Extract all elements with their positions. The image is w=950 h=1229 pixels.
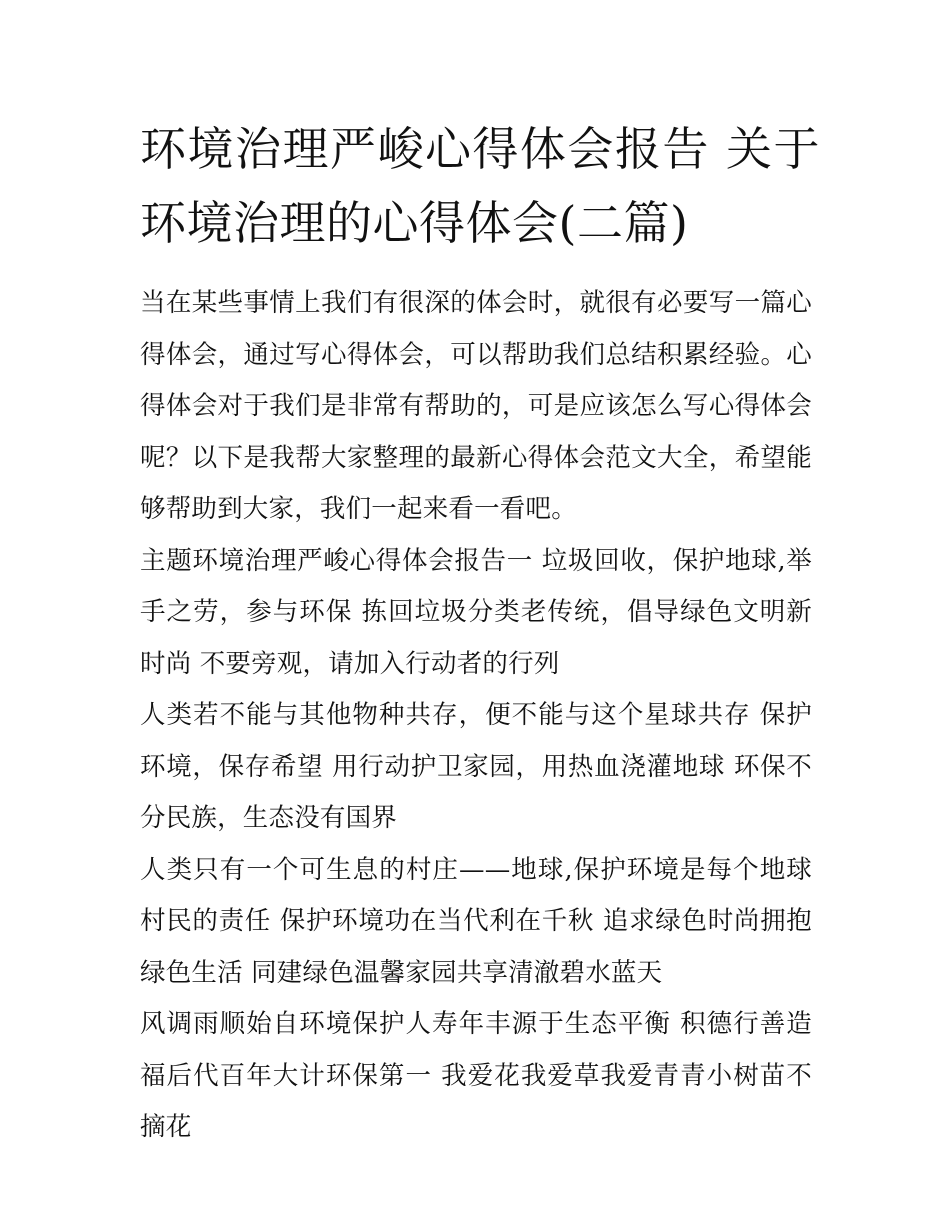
- paragraph-topic-one: 主题环境治理严峻心得体会报告一 垃圾回收，保护地球,举手之劳，参与环保 拣回垃圾分类老传统，倡导绿色文明新时尚 不要旁观，请加入行动者的行列: [140, 545, 812, 679]
- document-body: [140, 278, 812, 1154]
- paragraph-earth-village: 人类只有一个可生息的村庄——地球,保护环境是每个地球村民的责任 保护环境功在当代利在千秋 追求绿色时尚拥抱绿色生活 同建绿色温馨家园共享清澈碧水蓝天: [140, 854, 812, 988]
- document-title: 环境治理严峻心得体会报告 关于环境治理的心得体会(二篇): [140, 122, 820, 250]
- paragraph-coexist: 人类若不能与其他物种共存，便不能与这个星球共存 保护环境，保存希望 用行动护卫家园，用热血浇灌地球 环保不分民族，生态没有国界: [140, 700, 812, 833]
- paragraph-harmony: 风调雨顺始自环境保护人寿年丰源于生态平衡 积德行善造福后代百年大计环保第一 我爱花我爱草我爱青青小树苗不摘花: [140, 1009, 812, 1142]
- paragraph-intro: 当在某些事情上我们有很深的体会时，就很有必要写一篇心得体会，通过写心得体会，可以帮助我们总结积累经验。心得体会对于我们是非常有帮助的，可是应该怎么写心得体会呢？以下是我帮大家整理的最新心得体会范文大全，希望能够帮助到大家，我们一起来看一看吧。: [140, 288, 812, 524]
